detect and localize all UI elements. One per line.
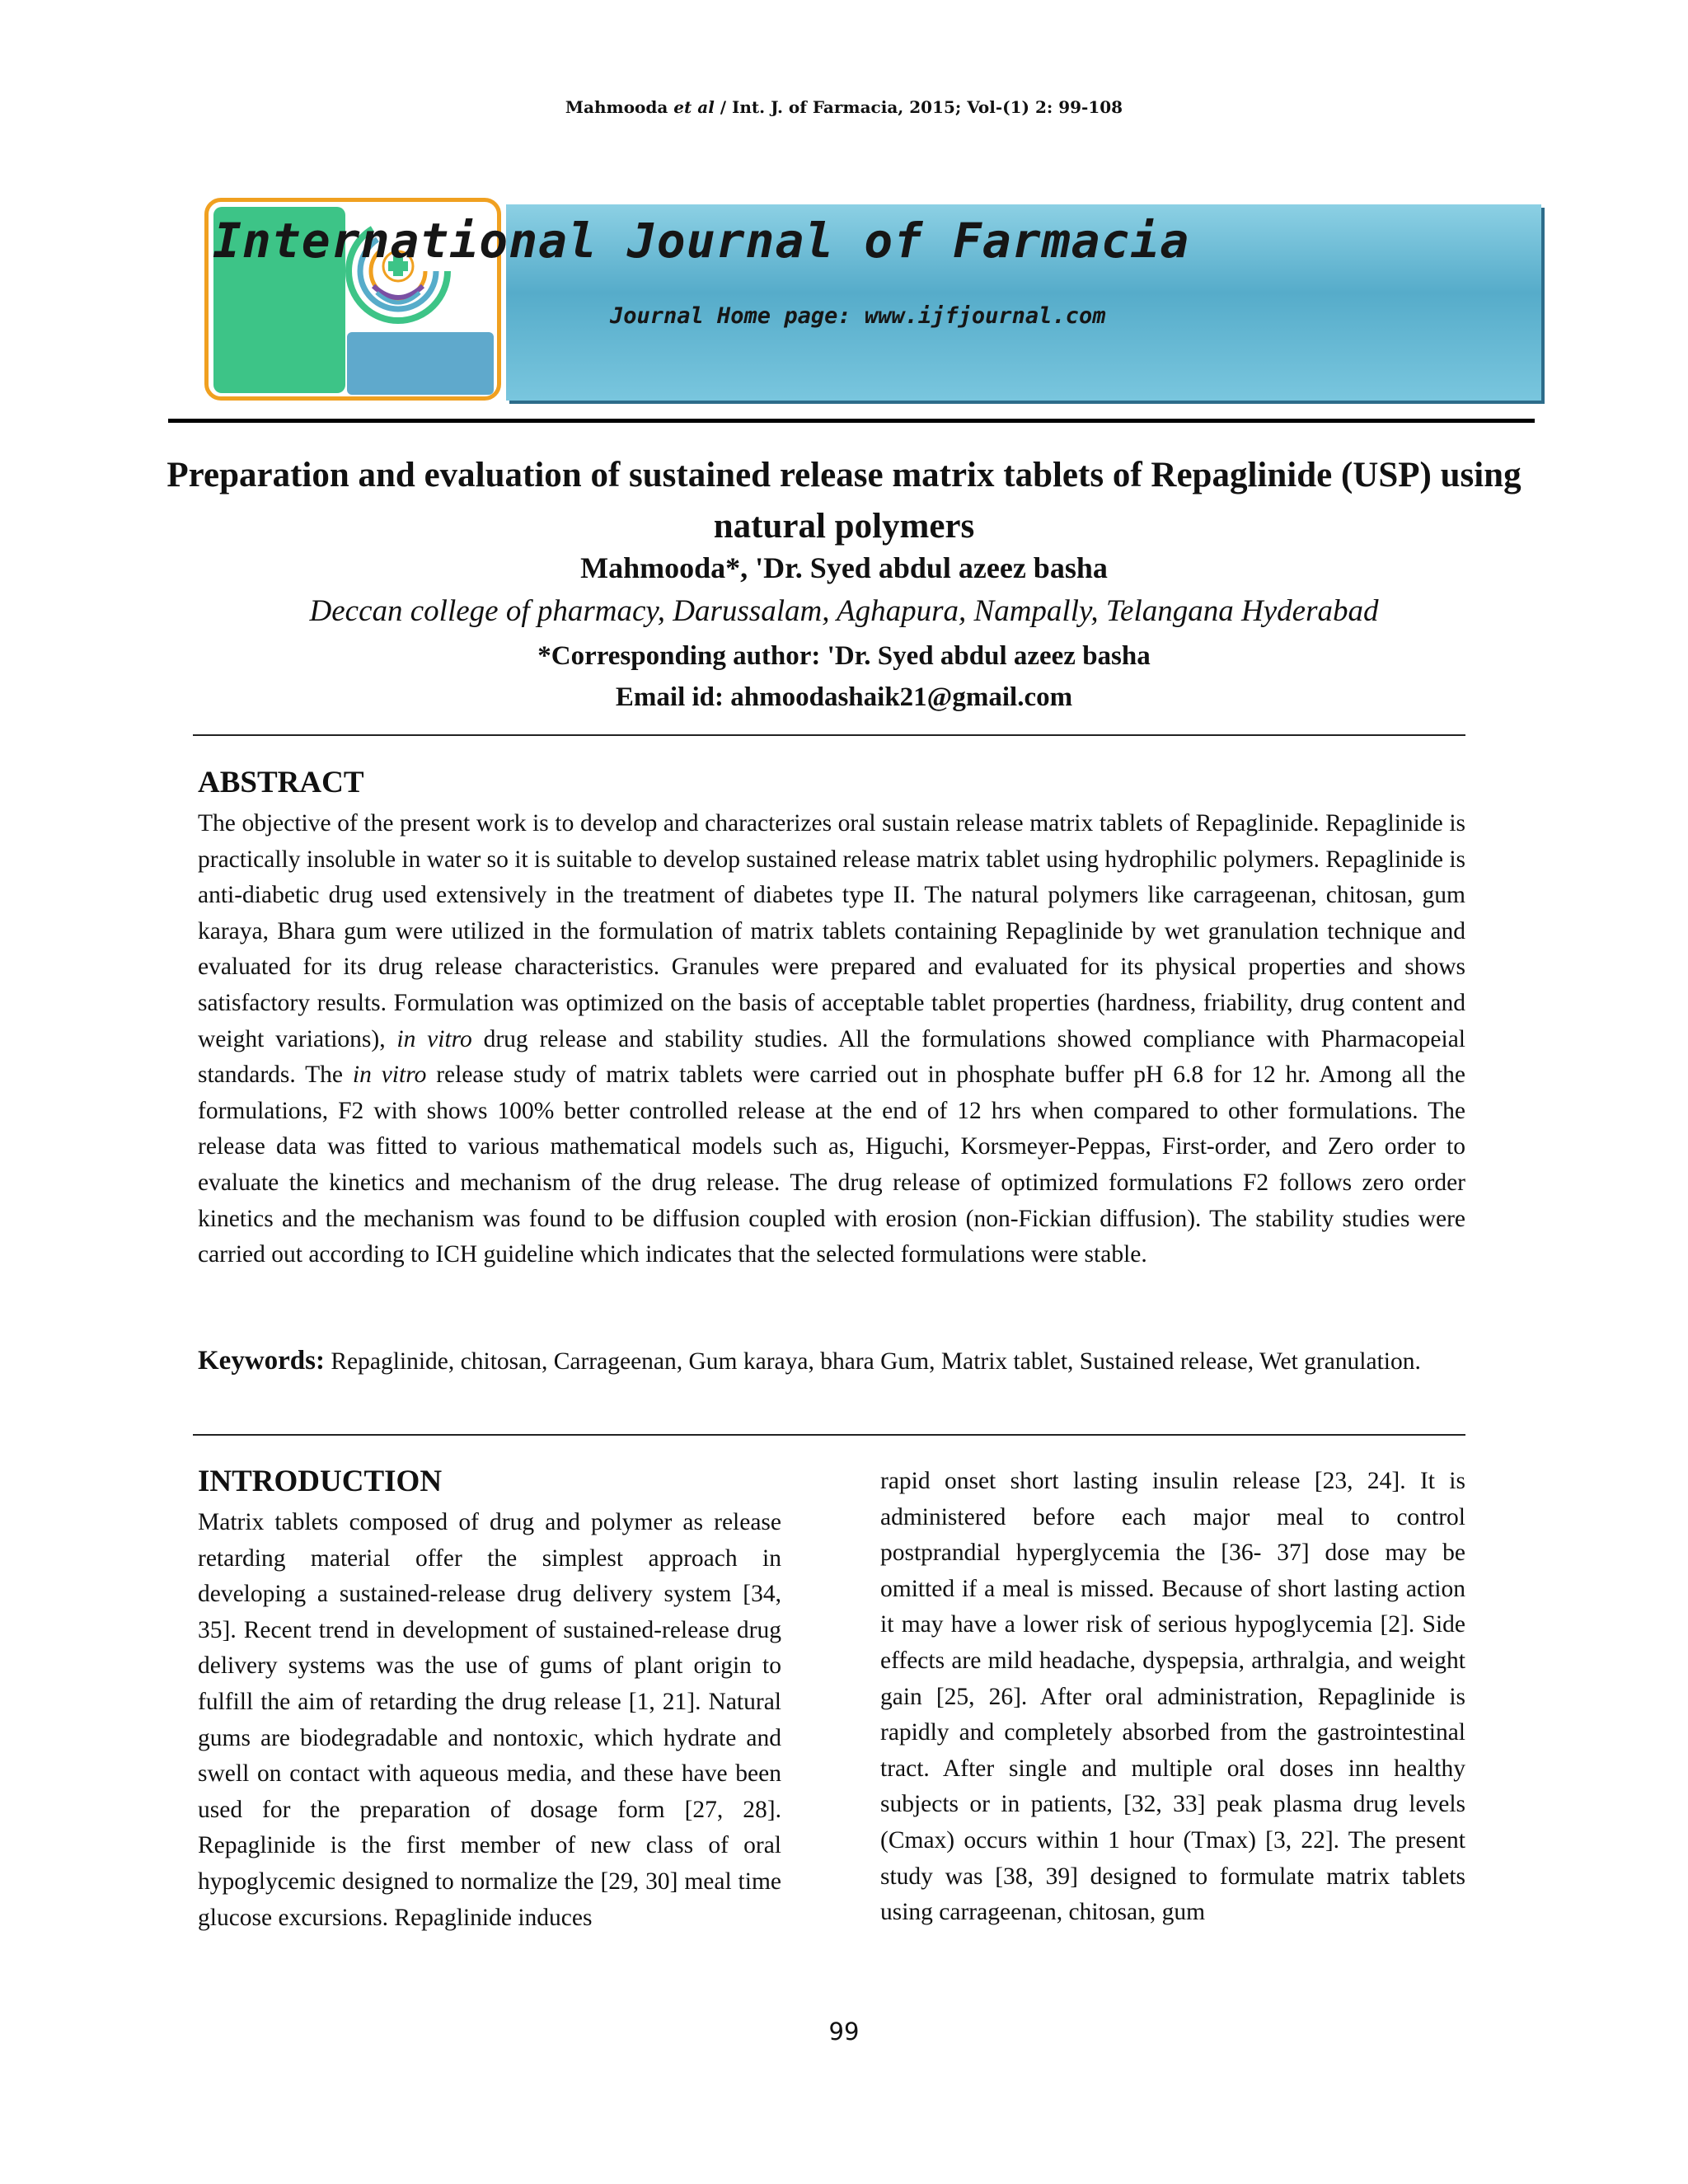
author-email[interactable]: Email id: ahmoodashaik21@gmail.com — [615, 682, 1073, 712]
journal-title: International Journal of Farmacia — [213, 213, 1190, 269]
paper-title: Preparation and evaluation of sustained release matrix tablets of Repaglinide (USP) using natural polymers — [166, 456, 1522, 546]
logo-blue-panel — [347, 332, 494, 395]
introduction-left-column: Matrix tablets composed of drug and polymer as release retarding material offer the simplest approach in developing a sustained-release drug delivery system [34, 35]. Recent trend in development of sustained-release drug delivery systems was the use of gums of plant origin to fulfill the aim of retarding the drug release [1, 21]. Natural gums are biodegradable and nontoxic, which hydrate and swell on contact with aqueous media, and these have been used for the preparation of dosage form [27, 28]. Repaglinide is the first member of new class of oral hypoglycemic designed to normalize the [29, 30] meal time glucose excursions. Repaglinide induces — [198, 1509, 781, 1931]
page-number: 99 — [828, 2018, 860, 2046]
abstract-divider — [193, 1434, 1465, 1436]
abstract-heading: ABSTRACT — [198, 766, 364, 799]
introduction-heading: INTRODUCTION — [198, 1465, 443, 1498]
running-head-etal: et al — [668, 97, 715, 117]
running-head — [0, 97, 1688, 117]
running-head-citation: / Int. J. of Farmacia, 2015; Vol-(1) 2: 99-108 — [714, 97, 1123, 117]
corresponding-author: *Corresponding author: 'Dr. Syed abdul azeez basha — [537, 641, 1151, 671]
author-list: Mahmooda*, 'Dr. Syed abdul azeez basha — [580, 551, 1108, 584]
introduction-right-column: rapid onset short lasting insulin release [23, 24]. It is administered before each major meal to control postprandial hyperglycemia the [36- 37] dose may be omitted if a meal is missed. Because of short lasting action it may have a lower risk of serious hypoglycemia [2]. Side effects are mild headache, dyspepsia, arthralgia, and weight gain [25, 26]. After oral administration, Repaglinide is rapidly and completely absorbed from the gastrointestinal tract. After single and multiple oral doses inn healthy subjects or in patients, [32, 33] peak plasma drug levels (Cmax) occurs within 1 hour (Tmax) [3, 22]. The present study was [38, 39] designed to formulate matrix tablets using carrageenan, chitosan, gum — [880, 1468, 1465, 1926]
affiliation: Deccan college of pharmacy, Darussalam, Aghapura, Nampally, Telangana Hyderabad — [309, 594, 1379, 628]
abstract-body: The objective of the present work is to develop and characterizes oral sustain release matrix tablets of Repaglinide. Repaglinide is practically insoluble in water so it is suitable to develop sustained release matrix tablet using hydrophilic polymers. Repaglinide is anti-diabetic drug used extensively in the treatment of diabetes type II. The natural polymers like carrageenan, chitosan, gum karaya, Bhara gum were utilized in the formulation of matrix tablets containing Repaglinide by wet granulation technique and evaluated for its drug release characteristics. Granules were prepared and evaluated for its physical properties and shows satisfactory results. Formulation was optimized on the basis of acceptable tablet properties (hardness, friability, drug content and weight variations), in vitro drug release and stability studies. All the formulations showed compliance with Pharmacopeial standards. The in vitro release study of matrix tablets were carried out in phosphate buffer pH 6.8 for 12 hr. Among all the formulations, F2 with shows 100% better controlled release at the end of 12 hrs when compared to other formulations. The release data was fitted to various mathematical models such as, Higuchi, Korsmeyer-Peppas, First-order, and Zero order to evaluate the kinetics and mechanism of the drug release. The drug release of optimized formulations F2 follows zero order kinetics and the mechanism was found to be diffusion coupled with erosion (non-Fickian diffusion). The stability studies were carried out according to ICH guideline which indicates that the selected formulations were stable. — [198, 810, 1465, 1268]
header-divider — [193, 734, 1465, 736]
keywords-label: Keywords: — [198, 1346, 325, 1376]
journal-home-page-link[interactable]: Journal Home page: www.ijfjournal.com — [610, 303, 1106, 329]
running-head-author: Mahmooda — [565, 97, 668, 117]
keywords — [198, 1343, 1465, 1380]
banner-divider — [168, 419, 1535, 423]
keywords-list: Repaglinide, chitosan, Carrageenan, Gum karaya, bhara Gum, Matrix tablet, Sustained release, Wet granulation. — [324, 1348, 1421, 1375]
